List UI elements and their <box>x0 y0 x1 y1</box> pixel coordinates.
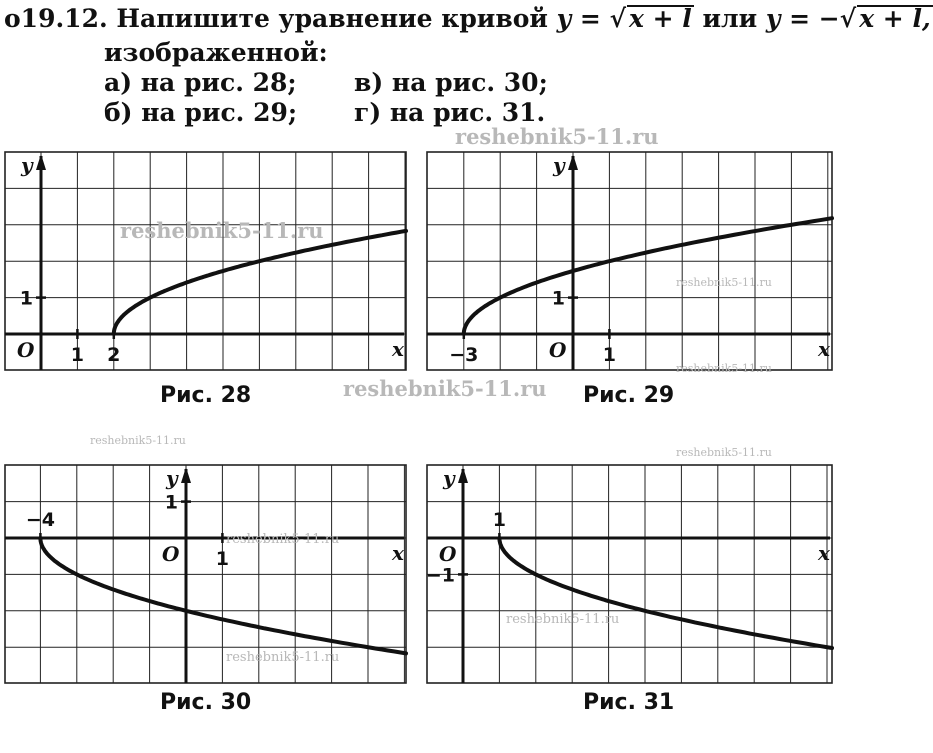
x-axis-label: x <box>392 337 404 361</box>
watermark: reshebnik5-11.ru <box>676 446 772 459</box>
caption-fig-31: Рис. 31 <box>583 690 675 715</box>
x-axis-label: x <box>392 541 404 565</box>
y-axis-label: y <box>443 466 455 490</box>
watermark: reshebnik5-11.ru <box>226 650 340 665</box>
item-a-text: на рис. 28; <box>140 68 297 97</box>
formula-1-radicand: x + l <box>629 4 692 33</box>
item-g-letter: г) <box>354 98 382 127</box>
or-word: или <box>702 4 758 33</box>
item-v-text: на рис. 30; <box>391 68 548 97</box>
y-axis-label: y <box>553 153 565 177</box>
formula-2-radicand: x + l, <box>859 4 931 33</box>
watermark: reshebnik5-11.ru <box>506 612 620 627</box>
origin-label: O <box>439 542 457 566</box>
x-tick-label: 1 <box>70 344 85 366</box>
y-tick-label: 1 <box>164 491 178 514</box>
x-tick-label: 1 <box>602 344 617 366</box>
item-b-text: на рис. 29; <box>141 98 298 127</box>
curve-series <box>499 538 832 648</box>
problem-number: o19.12. <box>4 4 108 33</box>
item-b-letter: б) <box>104 98 133 127</box>
watermark: reshebnik5-11.ru <box>226 532 340 547</box>
caption-fig-28: Рис. 28 <box>160 383 252 408</box>
x-tick-label: 2 <box>107 344 121 366</box>
y-tick-label: 1 <box>551 287 565 310</box>
curve-series <box>464 218 832 334</box>
y-axis-arrow <box>458 467 468 483</box>
formula-2-lhs: y = − <box>765 4 840 33</box>
item-v-letter: в) <box>354 68 384 97</box>
y-axis-arrow <box>181 467 191 483</box>
y-tick-label: 1 <box>19 287 33 310</box>
watermark: reshebnik5-11.ru <box>676 276 772 289</box>
caption-fig-30: Рис. 30 <box>160 690 252 715</box>
x-tick-label: −3 <box>449 344 479 366</box>
watermark: reshebnik5-11.ru <box>343 376 547 401</box>
formula-1-lhs: y = <box>556 4 601 33</box>
watermark: reshebnik5-11.ru <box>90 434 186 447</box>
origin-label: O <box>162 542 180 566</box>
caption-fig-29: Рис. 29 <box>583 383 675 408</box>
y-axis-label: y <box>166 466 178 490</box>
origin-label: O <box>549 338 567 362</box>
watermark: reshebnik5-11.ru <box>676 362 772 375</box>
problem-line-2: изображенной: <box>104 38 328 67</box>
sqrt-sign-2: √ <box>839 4 857 33</box>
y-axis-label: y <box>21 153 33 177</box>
y-axis-arrow <box>36 154 46 170</box>
sqrt-sign-1: √ <box>609 4 626 33</box>
watermark: reshebnik5-11.ru <box>455 124 659 149</box>
item-a-letter: а) <box>104 68 133 97</box>
problem-prefix: Напишите уравнение кривой <box>116 4 548 33</box>
x-tick-label: −4 <box>25 509 55 531</box>
y-axis-arrow <box>568 154 578 170</box>
curve-series <box>114 231 406 334</box>
watermark: reshebnik5-11.ru <box>120 218 324 243</box>
x-tick-label: 1 <box>215 548 230 570</box>
item-g-text: на рис. 31. <box>389 98 546 127</box>
x-axis-label: x <box>818 337 830 361</box>
y-tick-label: −1 <box>425 564 455 587</box>
origin-label: O <box>17 338 35 362</box>
x-tick-label: 1 <box>492 509 507 531</box>
x-axis-label: x <box>818 541 830 565</box>
